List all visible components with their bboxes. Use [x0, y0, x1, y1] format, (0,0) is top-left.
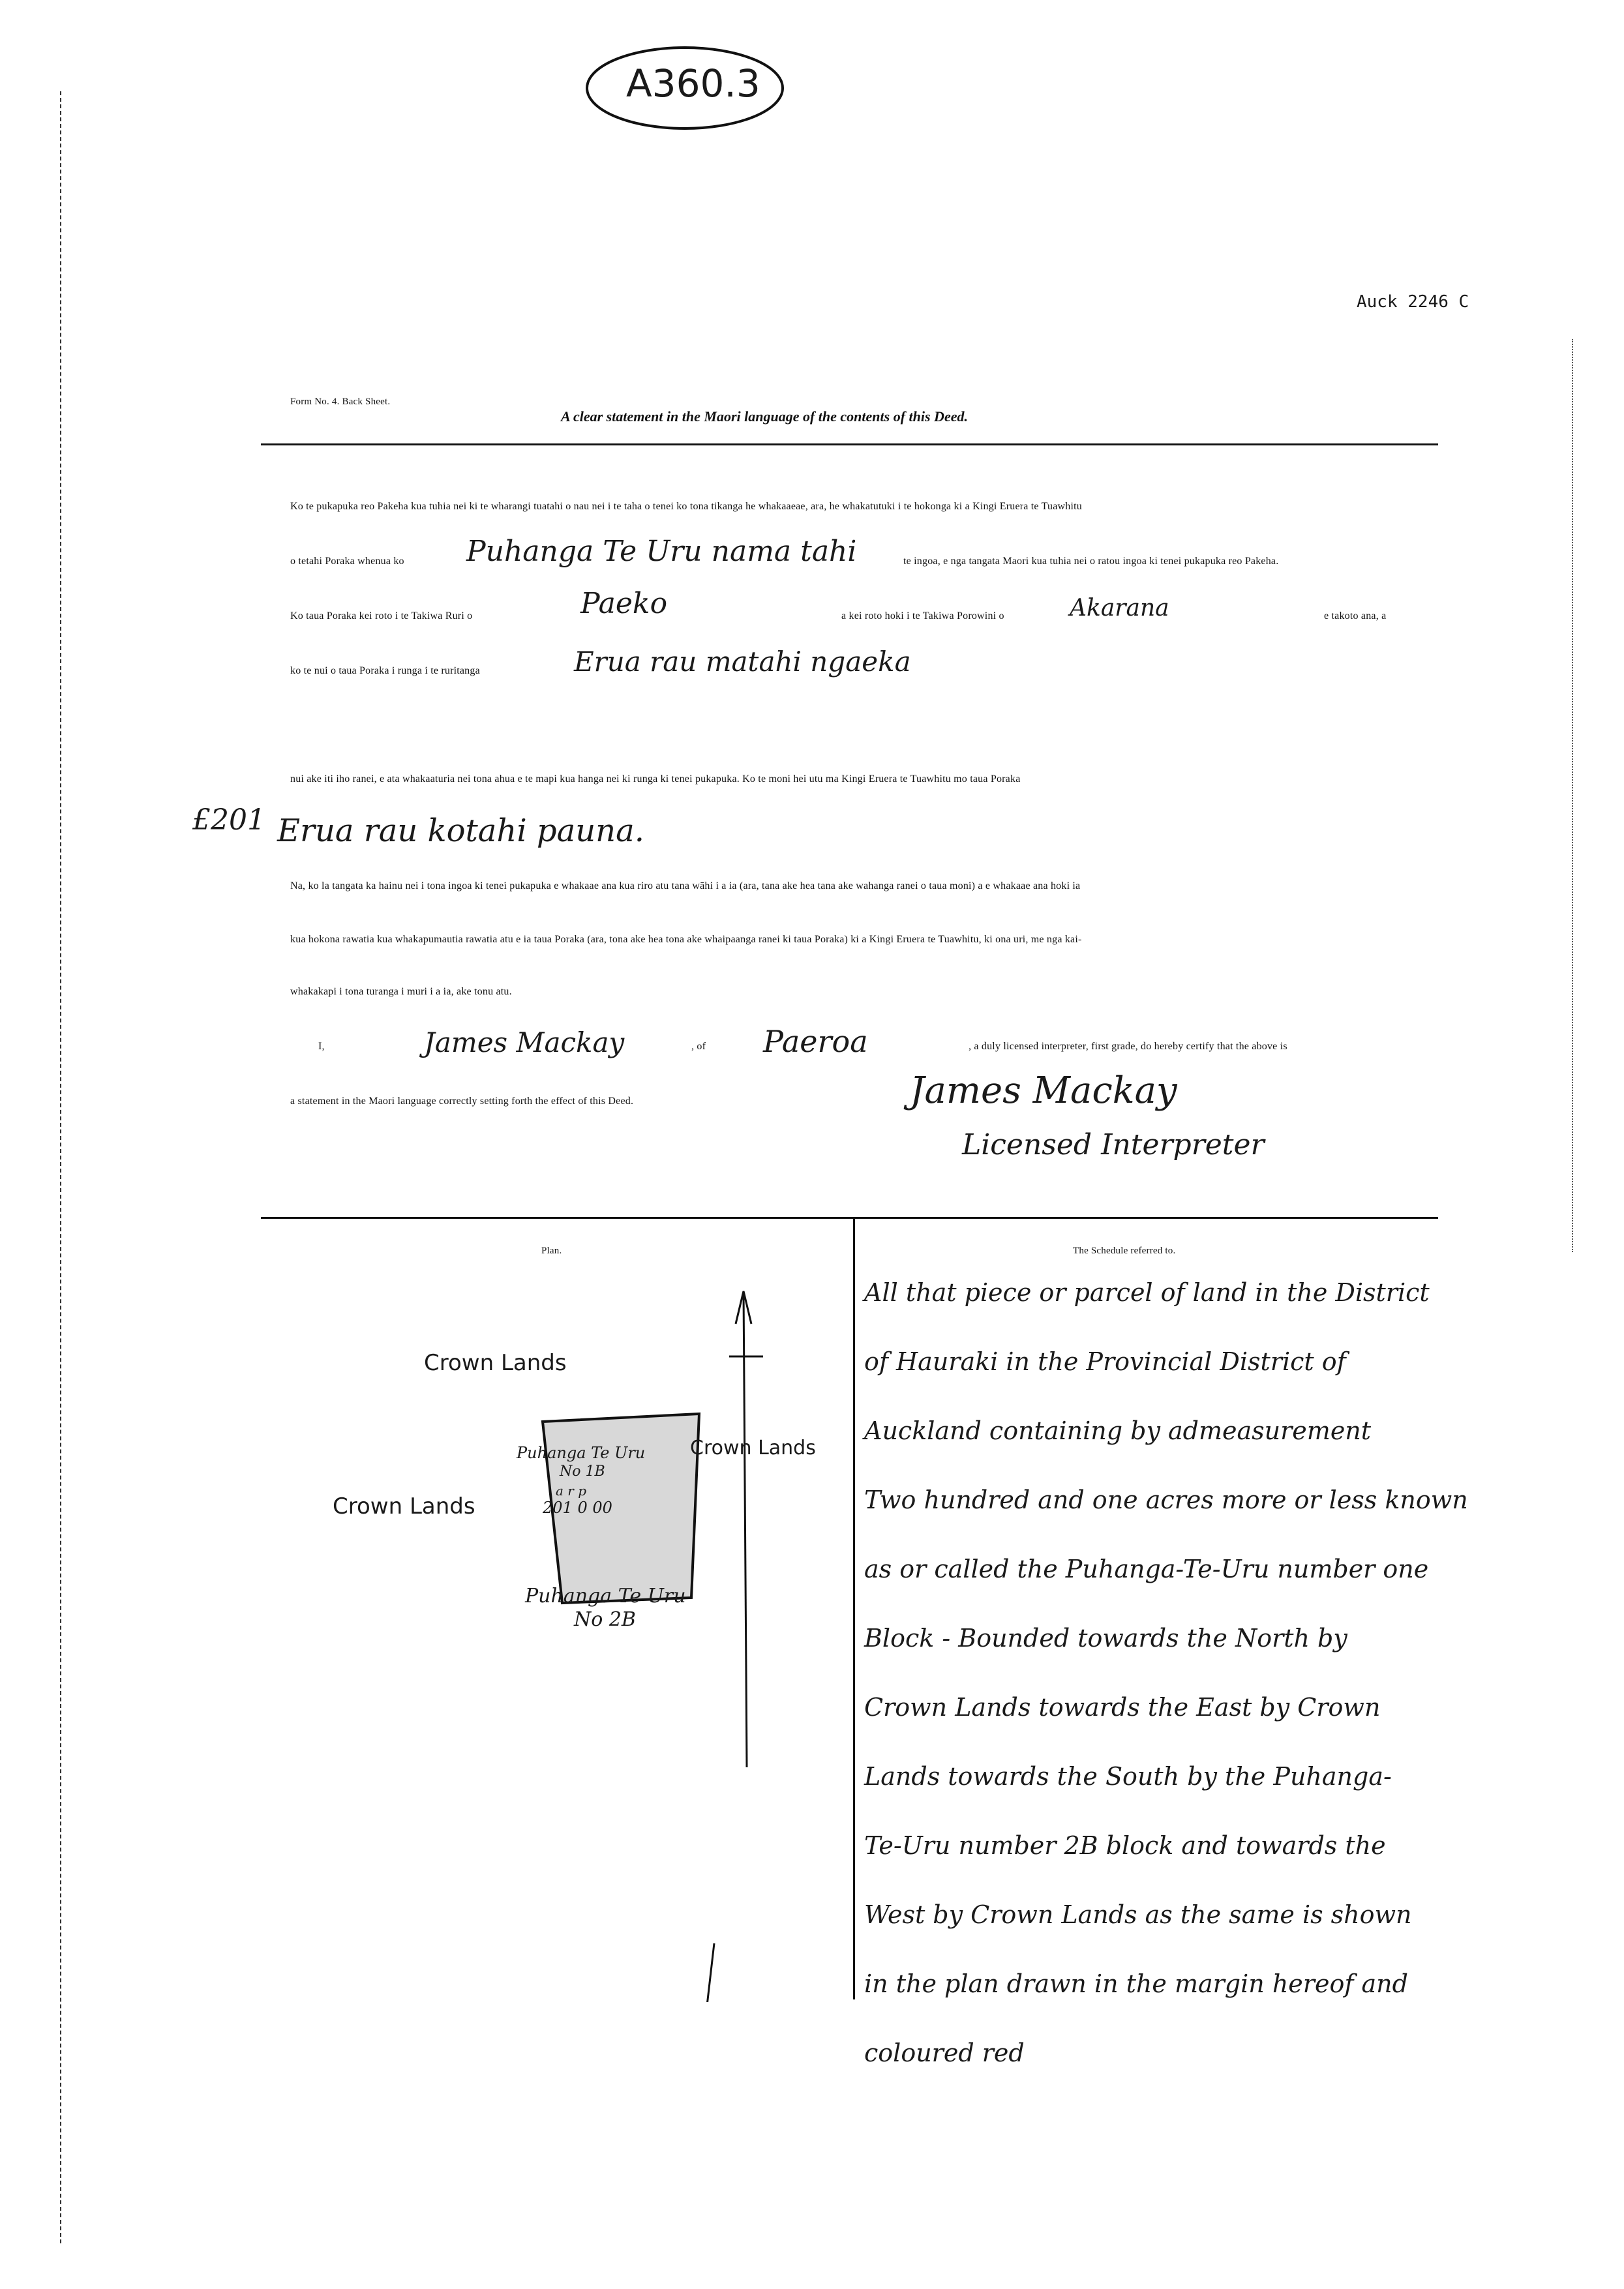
archive-number: Auck 2246 C	[1357, 292, 1469, 312]
margin-note-amount: £201	[192, 803, 265, 837]
schedule-line: Auckland containing by admeasurement	[864, 1416, 1372, 1445]
certificate-prefix: I,	[318, 1041, 325, 1052]
maori-line-4-prefix: ko te nui o taua Poraka i runga i te ruritanga	[290, 665, 480, 676]
certificate-of-label: , of	[691, 1041, 706, 1052]
deed-heading: A clear statement in the Maori language of the contents of this Deed.	[561, 408, 968, 425]
label-crown-lands-west: Crown Lands	[333, 1493, 475, 1519]
maori-line-7: Na, ko la tangata ka hainu nei i tona ingoa ki tenei pukapuka e whakaae ana kua riro atu tana wāhi i a ia (ara, tana ake hea tana ake wahanga ranei o taua moni) a e whakaae ana hoki ia	[290, 880, 1081, 891]
maori-line-5: nui ake iti iho ranei, e ata whakaaturia nei tona ahua e te mapi kua hanga nei ki runga ki tenei pukapuka. Ko te moni hei utu ma Kingi Eruera te Tuawhitu mo taua Poraka	[290, 773, 1021, 785]
label-puhanga-south-no: No 2B	[574, 1608, 636, 1631]
maori-line-2-suffix: te ingoa, e nga tangata Maori kua tuhia nei o ratou ingoa ki tenei pukapuka reo Pakeha.	[903, 556, 1279, 567]
label-crown-lands-north: Crown Lands	[424, 1350, 567, 1376]
interpreter-signature: James Mackay	[910, 1070, 1177, 1112]
schedule-line: as or called the Puhanga-Te-Uru number one	[864, 1555, 1429, 1583]
schedule-line: Te-Uru number 2B block and towards the	[864, 1831, 1386, 1860]
schedule-line: All that piece or parcel of land in the District	[864, 1278, 1430, 1307]
label-crown-lands-east: Crown Lands	[690, 1437, 816, 1459]
schedule-line: in the plan drawn in the margin hereof and	[864, 1969, 1408, 1998]
parcel-number: No 1B	[560, 1463, 605, 1480]
reference-code: A360.3	[626, 61, 760, 106]
province-fill: Akarana	[1070, 595, 1169, 621]
survey-peg-mark	[704, 1943, 714, 2002]
parcel-area: 201 0 00	[543, 1499, 612, 1517]
parcel-area-units: a r p	[556, 1483, 587, 1499]
schedule-line: Lands towards the South by the Puhanga-	[864, 1762, 1392, 1791]
schedule-line: Crown Lands towards the East by Crown	[864, 1693, 1381, 1722]
interpreter-place-fill: Paeroa	[763, 1024, 868, 1059]
certificate-suffix: , a duly licensed interpreter, first grade, do hereby certify that the above is	[969, 1041, 1287, 1052]
right-margin-binding	[1572, 339, 1573, 1252]
parcel-name: Puhanga Te Uru	[517, 1444, 646, 1462]
schedule-text	[864, 1278, 1516, 2108]
plan-drawing	[261, 1219, 848, 2002]
plan-title: Plan.	[541, 1246, 562, 1256]
lower-top-rule	[261, 1217, 1438, 1219]
plan-schedule-divider	[853, 1217, 855, 1999]
schedule-line: West by Crown Lands as the same is shown	[864, 1900, 1412, 1929]
reference-stamp	[580, 39, 789, 137]
area-fill: Erua rau matahi ngaeka	[574, 646, 911, 678]
schedule-line: coloured red	[864, 2039, 1025, 2067]
certificate-line-2: a statement in the Maori language correctly setting forth the effect of this Deed.	[290, 1096, 634, 1107]
schedule-line: of Hauraki in the Provincial District of	[864, 1347, 1346, 1376]
heading-rule	[261, 443, 1438, 445]
interpreter-name-fill: James Mackay	[424, 1026, 625, 1058]
maori-line-8: kua hokona rawatia kua whakapumautia rawatia atu e ia taua Poraka (ara, tona ake hea tona ake whaipaanga ranei ki taua Poraka) ki a Kingi Eruera te Tuawhitu, ki ona uri, me nga kai-	[290, 934, 1082, 945]
interpreter-signature-title: Licensed Interpreter	[962, 1128, 1265, 1161]
schedule-title: The Schedule referred to.	[1073, 1246, 1176, 1256]
maori-line-1: Ko te pukapuka reo Pakeha kua tuhia nei ki te wharangi tuatahi o nau nei i te taha o tenei ko tona tikanga he whakaaeae, ara, he whakatutuki i te hokonga ki a Kingi Eruera te Tuawhitu	[290, 501, 1082, 512]
maori-line-9: whakakapi i tona turanga i muri i a ia, ake tonu atu.	[290, 986, 512, 997]
label-puhanga-south: Puhanga Te Uru	[525, 1585, 686, 1608]
maori-line-3-middle: a kei roto hoki i te Takiwa Porowini o	[841, 610, 1004, 621]
maori-line-2-prefix: o tetahi Poraka whenua ko	[290, 556, 404, 567]
price-fill: Erua rau kotahi pauna.	[277, 813, 644, 849]
schedule-line: Block - Bounded towards the North by	[864, 1624, 1347, 1653]
form-label: Form No. 4. Back Sheet.	[290, 396, 391, 407]
maori-line-3-prefix: Ko taua Poraka kei roto i te Takiwa Ruri o	[290, 610, 473, 621]
maori-line-3-suffix: e takoto ana, a	[1324, 610, 1387, 621]
schedule-line: Two hundred and one acres more or less known	[864, 1486, 1468, 1514]
meridian-line	[744, 1291, 747, 1767]
left-margin-binding	[60, 91, 61, 2243]
survey-district-fill: Paeko	[580, 587, 668, 620]
block-name-fill: Puhanga Te Uru nama tahi	[466, 535, 857, 568]
